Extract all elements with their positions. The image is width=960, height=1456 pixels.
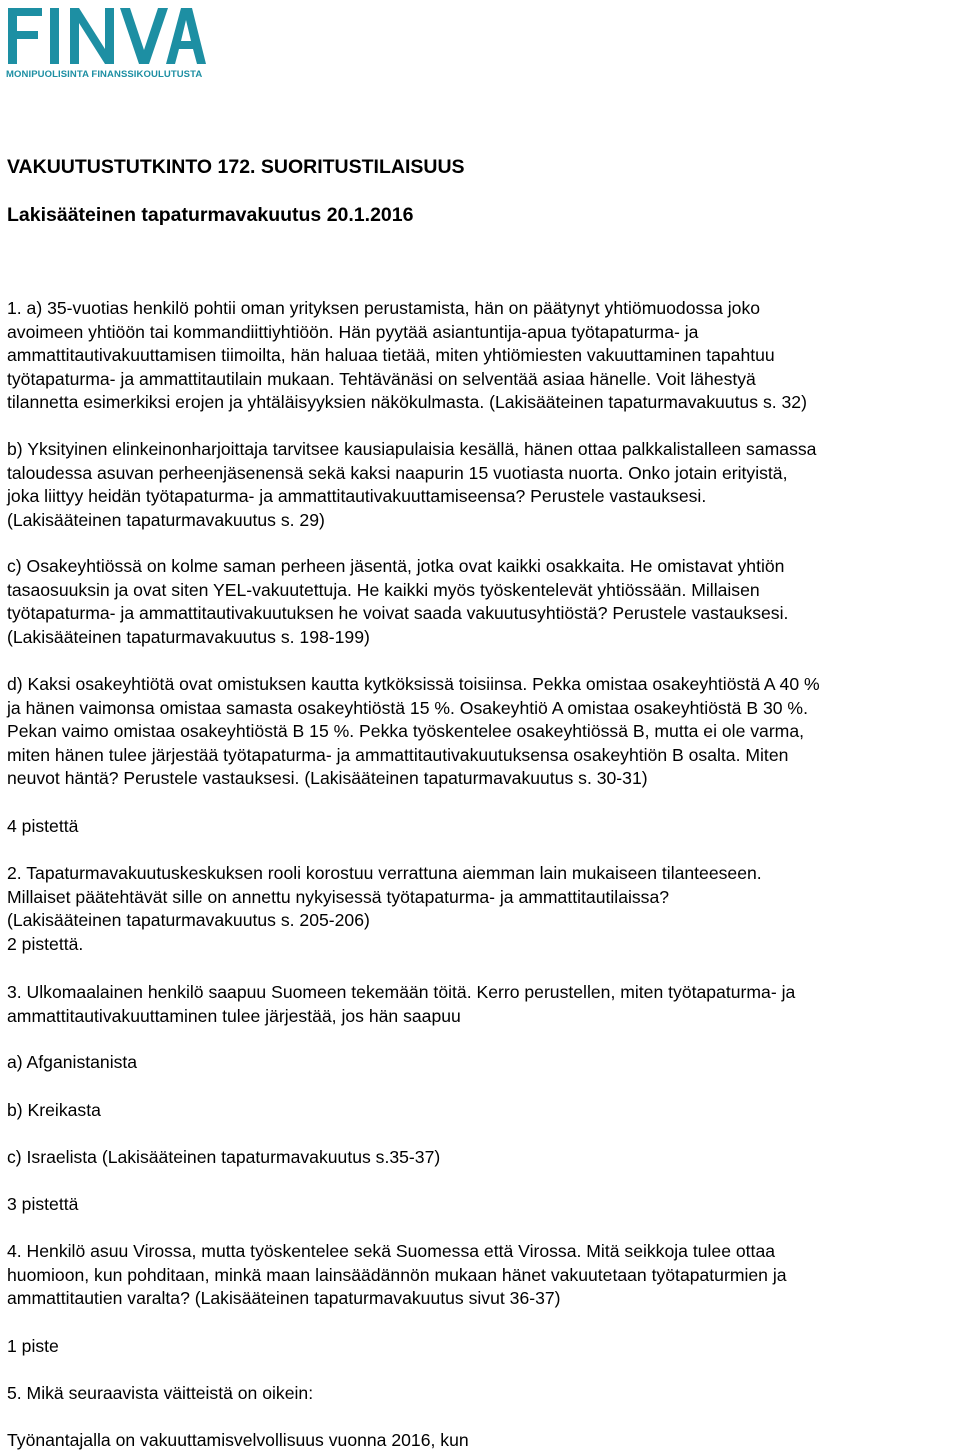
question-1d: d) Kaksi osakeyhtiötä ovat omistuksen kautta kytköksissä toisiinsa. Pekka omistaa osakeyhtiöstä A 40 % ja hänen vaimonsa omistaa samasta osakeyhtiöstä 15 %. Osakeyhtiö A omistaa osakeyhtiöstä B 30 %. Pekan vaimo omistaa osakeyhtiöstä B 15 %. Pekka työskentelee osakeyhtiössä B, mutta ei ole varma, miten hänen tulee järjestää työtapaturma- ja ammattitautivakuutuksensa osakeyhtiön B osalta. Miten neuvot häntä? Perustele vastauksesi. (Lakisääteinen tapaturmavakuutus s. 30-31) [7, 674, 820, 789]
question-4-points: 1 piste [7, 1336, 59, 1356]
question-1b: b) Yksityinen elinkeinonharjoittaja tarvitsee kausiapulaisia kesällä, hänen ottaa palkkalistalleen samassa taloudessa asuvan perheenjäsenensä sekä kaksi naapurin 15 vuotiasta nuorta. Onko jotain erityistä, joka liittyy heidän työtapaturma- ja ammattitautivakuuttamiseensa? Perustele vastauksesi. (Lakisääteinen tapaturmavakuutus s. 29) [7, 439, 817, 530]
question-4: 4. Henkilö asuu Virossa, mutta työskentelee sekä Suomessa että Virossa. Mitä seikkoja tulee ottaa huomioon, kun pohditaan, minkä maan lainsäädännön mukaan hänet vakuutetaan työtapaturmien ja ammattitautien varalta? (Lakisääteinen tapaturmavakuutus sivut 36-37) [7, 1241, 787, 1309]
question-3: 3. Ulkomaalainen henkilö saapuu Suomeen tekemään töitä. Kerro perustellen, miten työtapaturma- ja ammattitautivakuuttaminen tulee järjestää, jos hän saapuu [7, 982, 796, 1026]
page-title: VAKUUTUSTUTKINTO 172. SUORITUSTILAISUUS [7, 156, 465, 178]
question-1-points: 4 pistettä [7, 816, 79, 836]
question-3b: b) Kreikasta [7, 1100, 101, 1120]
logo-tagline: MONIPUOLISINTA FINANSSIKOULUTUSTA [6, 69, 203, 80]
question-3-points: 3 pistettä [7, 1194, 79, 1214]
question-5: 5. Mikä seuraavista väitteistä on oikein: [7, 1383, 314, 1403]
question-2: 2. Tapaturmavakuutuskeskuksen rooli korostuu verrattuna aiemman lain mukaiseen tilanteeseen. Millaiset päätehtävät sille on annettu nykyisessä työtapaturma- ja ammattitautilaissa? (Lakisääteinen tapaturmavakuutus s. 205-206) 2 pistettä. [7, 863, 762, 954]
page-subtitle: Lakisääteinen tapaturmavakuutus 20.1.2016 [7, 204, 414, 226]
question-5-intro: Työnantajalla on vakuuttamisvelvollisuus vuonna 2016, kun [7, 1430, 469, 1450]
question-1c: c) Osakeyhtiössä on kolme saman perheen jäsentä, jotka ovat kaikki osakkaita. He omistavat yhtiön tasaosuuksin ja ovat siten YEL-vakuutettuja. He kaikki myös työskentelevät yhtiössään. Millaisen työtapaturma- ja ammattitautivakuutuksen he voivat saada vakuutusyhtiöstä? Perustele vastauksesi. (Lakisääteinen tapaturmavakuutus s. 198-199) [7, 556, 789, 647]
question-1a: 1. a) 35-vuotias henkilö pohtii oman yrityksen perustamista, hän on päätynyt yhtiömuodossa joko avoimeen yhtiöön tai kommandiittiyhtiöön. Hän pyytää asiantuntija-apua työtapaturma- ja ammattitautivakuuttamisen tiimoilta, hän haluaa tietää, miten yhtiömiesten vakuuttaminen tapahtuu työtapaturma- ja ammattitautilain mukaan. Tehtävänäsi on selventää asiaa hänelle. Voit lähestyä tilannetta esimerkiksi erojen ja yhtäläisyyksien näkökulmasta. (Lakisääteinen tapaturmavakuutus s. 32) [7, 298, 807, 413]
question-3a: a) Afganistanista [7, 1052, 138, 1072]
question-3c: c) Israelista (Lakisääteinen tapaturmavakuutus s.35-37) [7, 1147, 441, 1167]
